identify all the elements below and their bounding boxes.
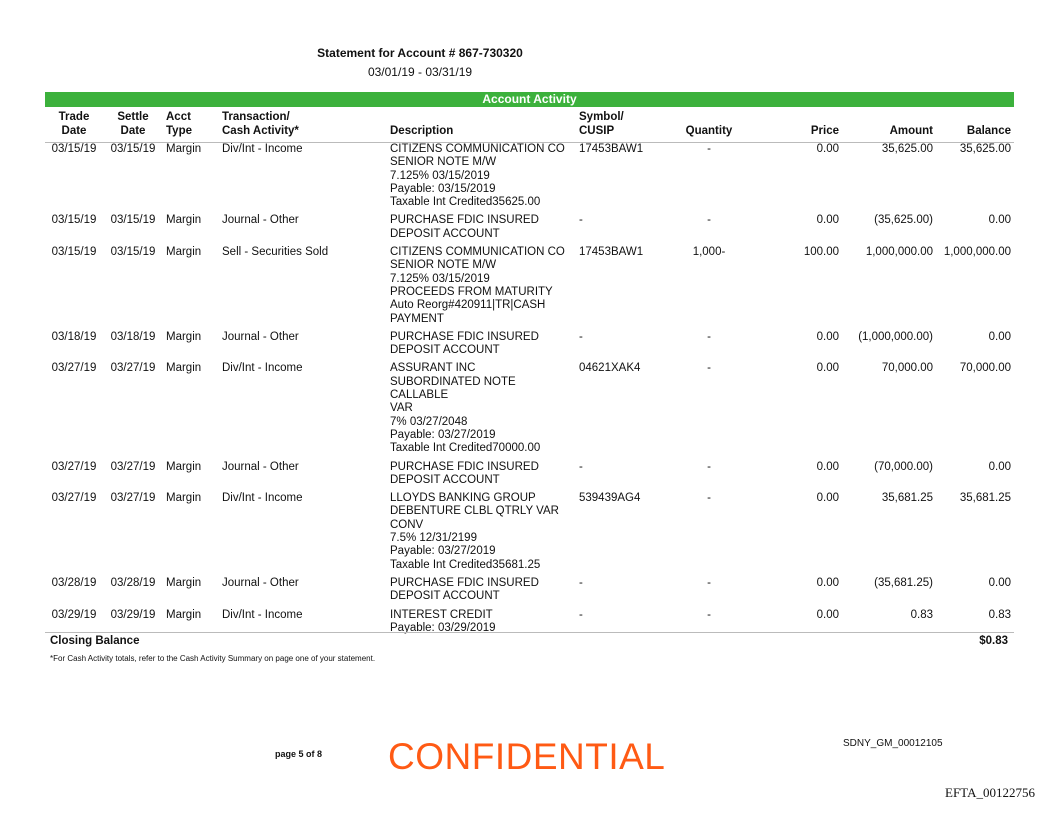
symbol-cell: 17453BAW1 xyxy=(579,143,644,155)
settle-date-cell: 03/28/19 xyxy=(110,576,156,589)
description-cell xyxy=(387,143,576,215)
statement-period: 03/01/19 - 03/31/19 xyxy=(367,65,473,79)
trade-date-cell: 03/27/19 xyxy=(51,460,97,473)
settle-date-cell: 03/15/19 xyxy=(110,214,156,227)
description-cell xyxy=(387,492,576,577)
amount-cell: (70,000.00) xyxy=(874,460,933,473)
table-row xyxy=(45,214,1014,246)
col-trade-date: Trade Date xyxy=(45,110,103,143)
description-line: Payable: 03/27/2019 xyxy=(390,428,496,441)
balance-cell: 0.83 xyxy=(988,608,1011,621)
price-cell: 0.00 xyxy=(816,492,839,505)
quantity-cell: - xyxy=(707,214,711,227)
description-line: Payable: 03/29/2019 xyxy=(390,621,496,634)
quantity-cell: - xyxy=(707,608,711,621)
balance-cell: 35,625.00 xyxy=(959,143,1011,155)
description-line: DEPOSIT ACCOUNT xyxy=(390,590,500,603)
symbol-cell: 539439AG4 xyxy=(579,492,641,505)
amount-cell: (35,681.25) xyxy=(874,576,933,589)
price-cell: 0.00 xyxy=(816,330,839,343)
settle-date-cell: 03/27/19 xyxy=(110,362,156,375)
table-row xyxy=(45,362,1014,460)
symbol-cell: - xyxy=(579,576,583,589)
price-cell: 0.00 xyxy=(816,362,839,375)
balance-cell: 0.00 xyxy=(988,214,1011,227)
price-cell: 0.00 xyxy=(816,214,839,227)
table-row xyxy=(45,331,1014,363)
description-line: SUBORDINATED NOTE CALLABLE xyxy=(390,375,516,402)
description-line: 7.125% 03/15/2019 xyxy=(390,272,490,285)
description-line: SENIOR NOTE M/W xyxy=(390,259,497,272)
amount-cell: 0.83 xyxy=(910,608,933,621)
acct-type-cell: Margin xyxy=(166,608,202,621)
trade-date-cell: 03/28/19 xyxy=(51,576,97,589)
description-line: Taxable Int Credited35625.00 xyxy=(390,196,541,209)
amount-cell: 35,681.25 xyxy=(881,492,933,505)
amount-cell: 1,000,000.00 xyxy=(865,246,933,259)
settle-date-cell: 03/29/19 xyxy=(110,608,156,621)
balance-cell: 1,000,000.00 xyxy=(943,246,1011,259)
balance-cell: 0.00 xyxy=(988,576,1011,589)
trade-date-cell: 03/15/19 xyxy=(51,143,97,155)
balance-cell: 35,681.25 xyxy=(959,492,1011,505)
col-transaction: Transaction/ Cash Activity* xyxy=(219,110,387,143)
description-cell xyxy=(387,362,576,460)
transaction-cell: Div/Int - Income xyxy=(222,362,303,375)
description-cell xyxy=(387,214,576,246)
transaction-cell: Journal - Other xyxy=(222,460,299,473)
description-line: DEBENTURE CLBL QTRLY VAR xyxy=(390,505,559,518)
acct-type-cell: Margin xyxy=(166,492,202,505)
description-line: 7.125% 03/15/2019 xyxy=(390,169,490,182)
description-line: DEPOSIT ACCOUNT xyxy=(390,344,500,357)
description-line: Payable: 03/27/2019 xyxy=(390,545,496,558)
transaction-cell: Sell - Securities Sold xyxy=(222,246,329,259)
quantity-cell: - xyxy=(707,492,711,505)
quantity-cell: - xyxy=(707,362,711,375)
description-line: CITIZENS COMMUNICATION CO xyxy=(390,246,565,259)
description-line: PROCEEDS FROM MATURITY xyxy=(390,285,553,298)
trade-date-cell: 03/27/19 xyxy=(51,492,97,505)
trade-date-cell: 03/29/19 xyxy=(51,608,97,621)
symbol-cell: - xyxy=(579,608,583,621)
description-line: PURCHASE FDIC INSURED xyxy=(390,330,539,343)
quantity-cell: - xyxy=(707,330,711,343)
description-line: CITIZENS COMMUNICATION CO xyxy=(390,143,565,155)
price-cell: 100.00 xyxy=(803,246,839,259)
acct-type-cell: Margin xyxy=(166,362,202,375)
settle-date-cell: 03/27/19 xyxy=(110,492,156,505)
symbol-cell: - xyxy=(579,214,583,227)
description-line: PURCHASE FDIC INSURED xyxy=(390,460,539,473)
section-banner: Account Activity xyxy=(45,92,1014,107)
description-line: DEPOSIT ACCOUNT xyxy=(390,227,500,240)
acct-type-cell: Margin xyxy=(166,330,202,343)
price-cell: 0.00 xyxy=(816,576,839,589)
description-line: PURCHASE FDIC INSURED xyxy=(390,214,539,227)
table-body xyxy=(45,143,1014,641)
table-row xyxy=(45,577,1014,609)
transaction-cell: Div/Int - Income xyxy=(222,143,303,155)
amount-cell: 70,000.00 xyxy=(881,362,933,375)
acct-type-cell: Margin xyxy=(166,246,202,259)
price-cell: 0.00 xyxy=(816,608,839,621)
transaction-cell: Div/Int - Income xyxy=(222,492,303,505)
description-line: PURCHASE FDIC INSURED xyxy=(390,576,539,589)
description-line: 7.5% 12/31/2199 xyxy=(390,532,477,545)
acct-type-cell: Margin xyxy=(166,143,202,155)
closing-balance-row xyxy=(45,632,1014,649)
table-row xyxy=(45,492,1014,577)
symbol-cell: 17453BAW1 xyxy=(579,246,644,259)
settle-date-cell: 03/27/19 xyxy=(110,460,156,473)
acct-type-cell: Margin xyxy=(166,214,202,227)
price-cell: 0.00 xyxy=(816,460,839,473)
trade-date-cell: 03/15/19 xyxy=(51,246,97,259)
description-line: Taxable Int Credited70000.00 xyxy=(390,442,541,455)
trade-date-cell: 03/27/19 xyxy=(51,362,97,375)
col-price: Price xyxy=(754,110,842,143)
table-row xyxy=(45,143,1014,215)
description-line: ASSURANT INC xyxy=(390,362,476,375)
symbol-cell: 04621XAK4 xyxy=(579,362,641,375)
description-line: SENIOR NOTE M/W xyxy=(390,156,497,169)
quantity-cell: - xyxy=(707,460,711,473)
transaction-cell: Journal - Other xyxy=(222,214,299,227)
description-line: PAYMENT xyxy=(390,312,444,325)
description-line: Taxable Int Credited35681.25 xyxy=(390,558,541,571)
description-cell xyxy=(387,461,576,493)
symbol-cell: - xyxy=(579,330,583,343)
col-amount: Amount xyxy=(842,110,936,143)
table-row xyxy=(45,246,1014,331)
description-cell xyxy=(387,331,576,363)
acct-type-cell: Margin xyxy=(166,460,202,473)
efta-number: EFTA_00122756 xyxy=(945,785,1035,800)
col-quantity: Quantity xyxy=(664,110,754,143)
quantity-cell: - xyxy=(707,576,711,589)
amount-cell: (35,625.00) xyxy=(874,214,933,227)
price-cell: 0.00 xyxy=(816,143,839,155)
account-activity-table xyxy=(45,110,1014,640)
acct-type-cell: Margin xyxy=(166,576,202,589)
settle-date-cell: 03/15/19 xyxy=(110,143,156,155)
amount-cell: 35,625.00 xyxy=(881,143,933,155)
col-balance: Balance xyxy=(936,110,1014,143)
description-line: 7% 03/27/2048 xyxy=(390,415,468,428)
description-cell xyxy=(387,577,576,609)
settle-date-cell: 03/18/19 xyxy=(110,330,156,343)
description-line: INTEREST CREDIT xyxy=(390,608,493,621)
balance-cell: 0.00 xyxy=(988,460,1011,473)
description-line: CONV xyxy=(390,518,424,531)
description-line: LLOYDS BANKING GROUP xyxy=(390,492,536,505)
description-line: Payable: 03/15/2019 xyxy=(390,182,496,195)
col-settle-date: Settle Date xyxy=(103,110,163,143)
table-header-row xyxy=(45,110,1014,143)
table-row xyxy=(45,461,1014,493)
quantity-cell: 1,000- xyxy=(692,246,726,259)
balance-cell: 0.00 xyxy=(988,330,1011,343)
settle-date-cell: 03/15/19 xyxy=(110,246,156,259)
balance-cell: 70,000.00 xyxy=(959,362,1011,375)
description-line: Auto Reorg#420911|TR|CASH xyxy=(390,299,546,312)
symbol-cell: - xyxy=(579,460,583,473)
footnote: *For Cash Activity totals, refer to the Cash Activity Summary on page one of your statement. xyxy=(50,654,376,663)
col-description: Description xyxy=(387,110,576,143)
quantity-cell: - xyxy=(707,143,711,155)
closing-balance-label: Closing Balance xyxy=(50,635,140,647)
description-line: DEPOSIT ACCOUNT xyxy=(390,473,500,486)
amount-cell: (1,000,000.00) xyxy=(858,330,933,343)
closing-balance-value: $0.83 xyxy=(979,635,1008,647)
col-acct-type: Acct Type xyxy=(163,110,219,143)
transaction-cell: Journal - Other xyxy=(222,330,299,343)
trade-date-cell: 03/18/19 xyxy=(51,330,97,343)
bates-number: SDNY_GM_00012105 xyxy=(843,738,943,749)
confidential-stamp: CONFIDENTIAL xyxy=(388,736,666,777)
description-cell xyxy=(387,246,576,331)
page-number: page 5 of 8 xyxy=(275,749,323,759)
statement-title: Statement for Account # 867-730320 xyxy=(317,46,523,60)
transaction-cell: Journal - Other xyxy=(222,576,299,589)
transaction-cell: Div/Int - Income xyxy=(222,608,303,621)
col-symbol: Symbol/ CUSIP xyxy=(576,110,664,143)
trade-date-cell: 03/15/19 xyxy=(51,214,97,227)
description-line: VAR xyxy=(390,402,413,415)
